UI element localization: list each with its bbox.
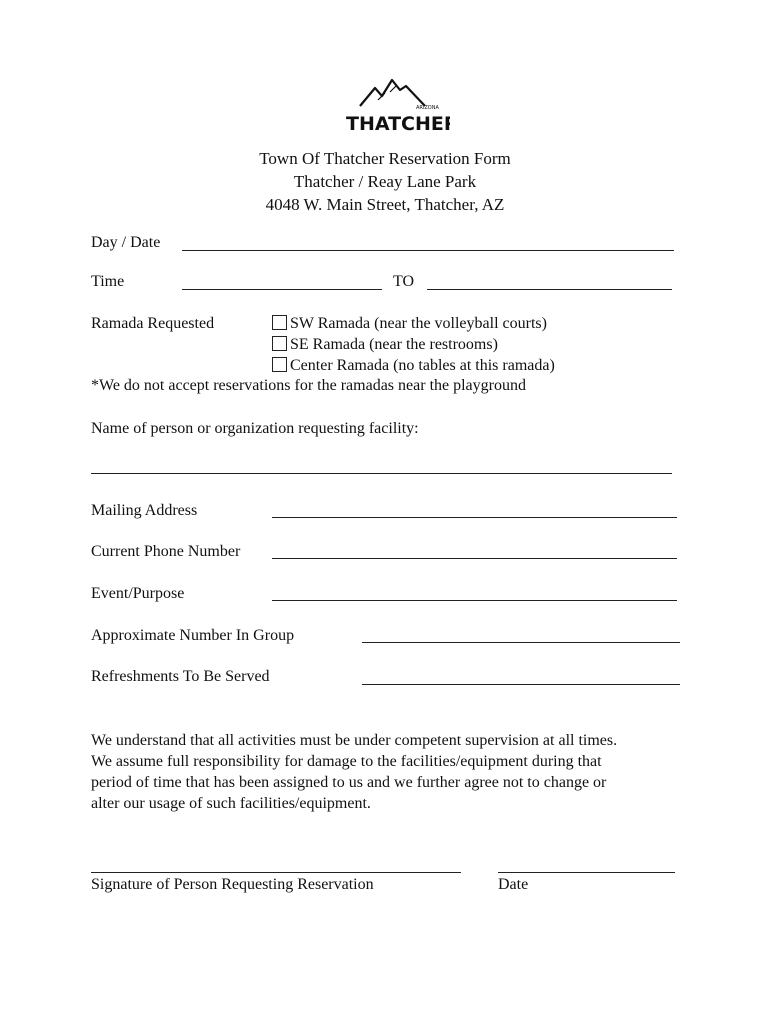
mailing-address-label: Mailing Address xyxy=(91,502,198,519)
checkbox-center[interactable] xyxy=(272,357,287,372)
refreshments-label: Refreshments To Be Served xyxy=(91,668,270,685)
agreement-paragraph xyxy=(91,730,691,814)
refreshments-field[interactable] xyxy=(362,684,680,685)
ramada-option-se[interactable]: SE Ramada (near the restrooms) xyxy=(272,335,498,355)
agreement-line: alter our usage of such facilities/equipment. xyxy=(91,795,371,812)
time-from-field[interactable] xyxy=(182,289,382,290)
signature-date-field[interactable] xyxy=(498,872,675,873)
thatcher-logo xyxy=(340,76,450,136)
agreement-line: We understand that all activities must be under competent supervision at all times. xyxy=(91,732,618,749)
ramada-option-center[interactable]: Center Ramada (no tables at this ramada) xyxy=(272,356,555,376)
group-size-field[interactable] xyxy=(362,642,680,643)
ramada-option-sw[interactable]: SW Ramada (near the volleyball courts) xyxy=(272,314,547,334)
time-label: Time xyxy=(91,273,125,290)
ramada-label: Ramada Requested xyxy=(91,315,215,332)
agreement-line: We assume full responsibility for damage to the facilities/equipment during that xyxy=(91,753,602,770)
day-date-field[interactable] xyxy=(182,250,674,251)
mailing-address-field[interactable] xyxy=(272,517,677,518)
event-label: Event/Purpose xyxy=(91,585,185,602)
phone-field[interactable] xyxy=(272,558,677,559)
signature-label: Signature of Person Requesting Reservation xyxy=(91,876,374,893)
day-date-label: Day / Date xyxy=(91,234,161,251)
signature-field[interactable] xyxy=(91,872,461,873)
name-prompt: Name of person or organization requesting facility: xyxy=(91,420,419,437)
date-label: Date xyxy=(498,876,529,893)
park-name: Thatcher / Reay Lane Park xyxy=(293,172,477,191)
event-field[interactable] xyxy=(272,600,677,601)
logo-state-text: ARIZONA xyxy=(416,105,439,111)
name-field[interactable] xyxy=(91,473,672,474)
park-address: 4048 W. Main Street, Thatcher, AZ xyxy=(265,195,505,214)
checkbox-se[interactable] xyxy=(272,336,287,351)
form-title: Town Of Thatcher Reservation Form xyxy=(259,149,511,168)
time-to-label: TO xyxy=(393,273,415,290)
ramada-note: *We do not accept reservations for the ramadas near the playground xyxy=(91,377,526,394)
phone-label: Current Phone Number xyxy=(91,543,241,560)
logo-word-text: THATCHER xyxy=(346,113,450,135)
time-to-field[interactable] xyxy=(427,289,672,290)
checkbox-sw[interactable] xyxy=(272,315,287,330)
agreement-line: period of time that has been assigned to us and we further agree not to change or xyxy=(91,774,607,791)
group-size-label: Approximate Number In Group xyxy=(91,627,295,644)
